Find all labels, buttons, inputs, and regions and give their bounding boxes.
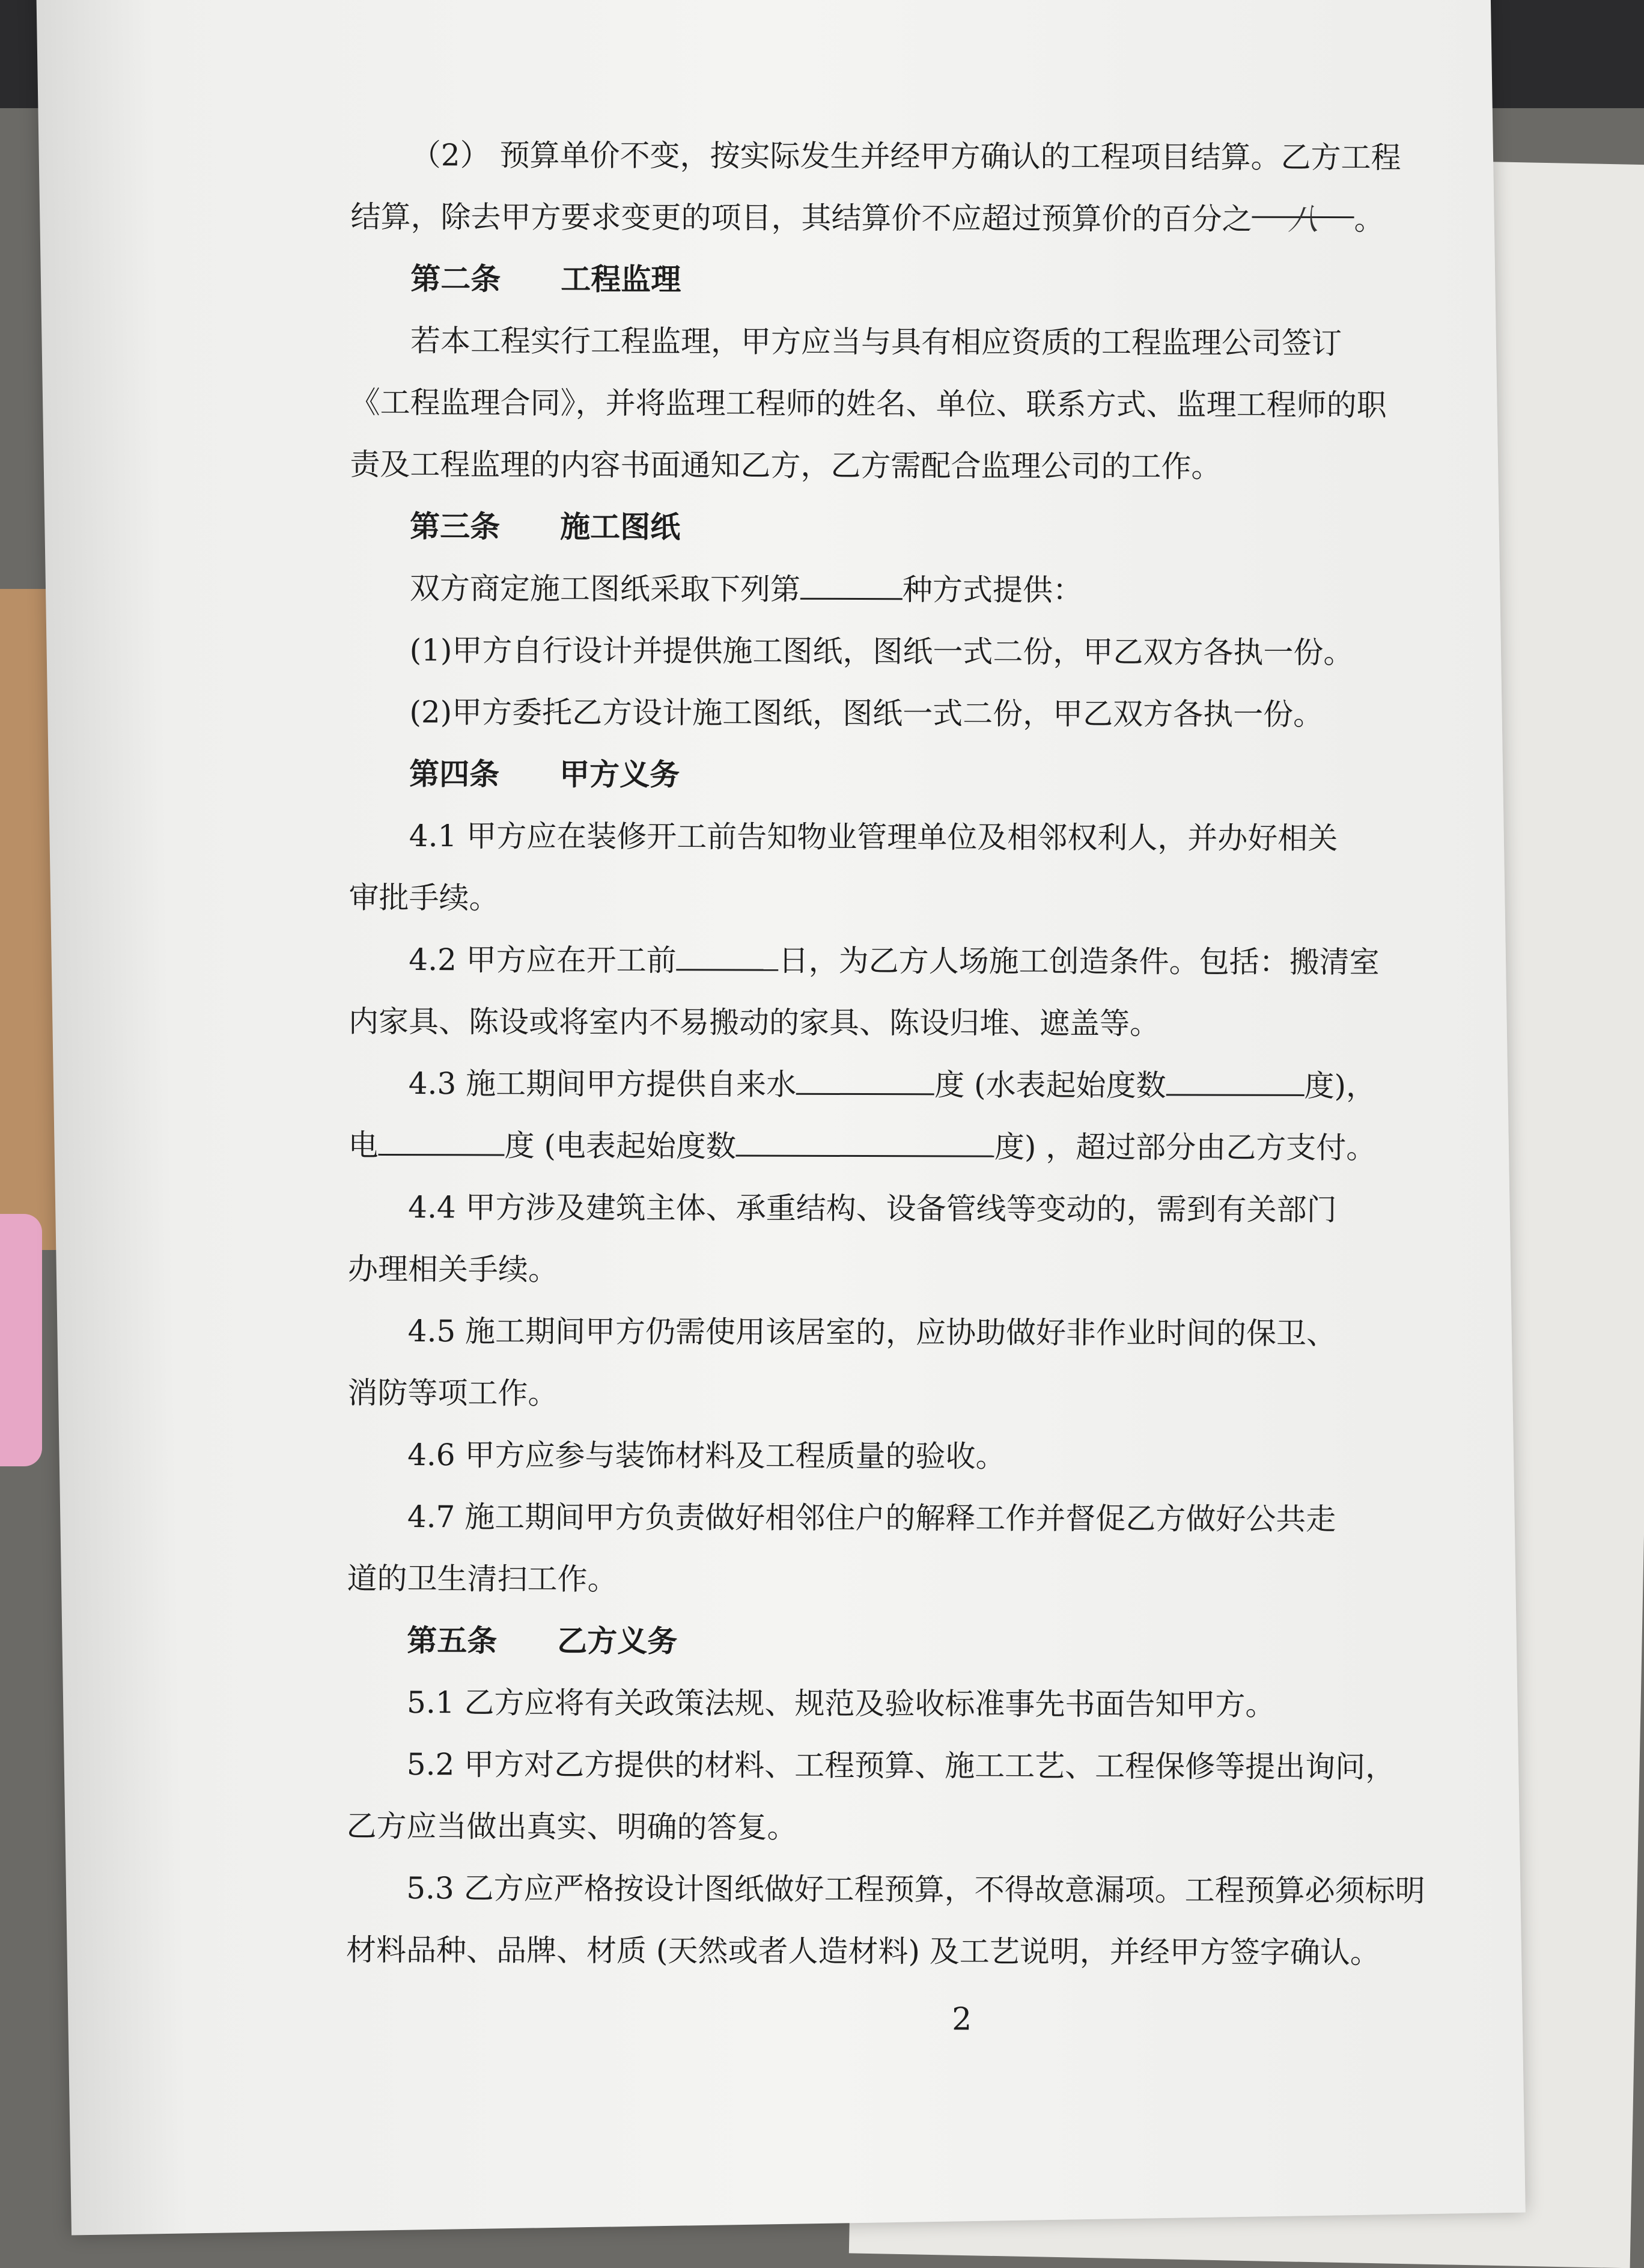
handwriting: 八 (1288, 201, 1318, 237)
clause-4-1-line-1: 4.1 甲方应在装修开工前告知物业管理单位及相邻权利人，并办好相关 (409, 818, 1338, 856)
text: 度)， (1304, 1068, 1377, 1104)
page-number: 2 (952, 2001, 972, 2038)
article-title: 乙方义务 (557, 1623, 678, 1659)
clause-5-2-line-2: 乙方应当做出真实、明确的答复。 (346, 1808, 797, 1845)
text: 结算，除去甲方要求变更的项目，其结算价不应超过预算价的百分之 (350, 199, 1252, 237)
blank-field (677, 941, 779, 971)
blank-field (800, 570, 903, 600)
article-4-heading (349, 743, 1581, 808)
paragraph-supervision-1: 若本工程实行工程监理，甲方应当与具有相应资质的工程监理公司签订 (410, 323, 1342, 361)
text: 度) ，超过部分由乙方支付。 (994, 1129, 1377, 1166)
clause-4-5-line-2: 消防等项工作。 (347, 1375, 558, 1411)
clause-4-5-line-1: 4.5 施工期间甲方仍需使用该居室的，应协助做好非作业时间的保卫、 (407, 1314, 1337, 1352)
clause-4-4-line-1: 4.4 甲方涉及建筑主体、承重结构、设备管线等变动的，需到有关部门 (408, 1190, 1337, 1228)
article-number: 第四条 (409, 757, 500, 792)
text: 4.2 甲方应在开工前 (409, 942, 677, 978)
article-title: 工程监理 (561, 261, 681, 297)
text: 度 (电表起始度数 (504, 1128, 736, 1164)
clause-4-1-line-2: 审批手续。 (349, 880, 499, 916)
paragraph-supervision-2: 《工程监理合同》，并将监理工程师的姓名、单位、联系方式、监理工程师的职 (350, 385, 1387, 423)
clause-4-7-line-1: 4.7 施工期间甲方负责做好相邻住户的解释工作并督促乙方做好公共走 (407, 1499, 1336, 1537)
clause-5-3-line-2: 材料品种、品牌、材质 (天然或者人造材料) 及工艺说明，并经甲方签字确认。 (346, 1932, 1380, 1971)
article-title: 甲方义务 (559, 757, 680, 793)
paragraph-budget-2 (350, 186, 1582, 251)
article-number: 第二条 (410, 261, 501, 297)
clause-4-2-line-2: 内家具、陈设或将室内不易搬动的家具、陈设归堆、遮盖等。 (348, 1004, 1160, 1041)
article-5-heading (347, 1610, 1579, 1675)
text: 度 (水表起始度数 (934, 1067, 1166, 1103)
handwritten-fill (1252, 189, 1354, 237)
article-title: 施工图纸 (560, 509, 681, 545)
text: 种方式提供： (902, 572, 1083, 608)
paragraph-budget-1: （2） 预算单价不变，按实际发生并经甲方确认的工程项目结算。乙方工程 (410, 138, 1401, 175)
clause-5-3-line-1: 5.3 乙方应严格按设计图纸做好工程预算，不得故意漏项。工程预算必须标明 (406, 1871, 1425, 1909)
article-number: 第三条 (410, 509, 501, 544)
page-text (346, 124, 1583, 2052)
clause-5-1: 5.1 乙方应将有关政策法规、规范及验收标准事先书面告知甲方。 (406, 1685, 1276, 1722)
text: 双方商定施工图纸采取下列第 (409, 571, 800, 607)
article-3-heading (350, 496, 1582, 561)
clause-4-3-line-2 (348, 1115, 1580, 1180)
text: 日，为乙方人场施工创造条件。包括：搬清室 (778, 943, 1380, 980)
clause-4-2-line-1 (349, 929, 1580, 994)
pink-object (0, 1214, 42, 1466)
clause-4-7-line-2: 道的卫生清扫工作。 (347, 1561, 618, 1597)
blank-field (378, 1126, 504, 1156)
paragraph-drawings-2: (1)甲方自行设计并提供施工图纸，图纸一式二份，甲乙双方各执一份。 (409, 633, 1354, 671)
paragraph-drawings-3: (2)甲方委托乙方设计施工图纸，图纸一式二份，甲乙双方各执一份。 (409, 695, 1324, 733)
blank-field (1166, 1066, 1305, 1096)
paragraph-supervision-3: 责及工程监理的内容书面通知乙方，乙方需配合监理公司的工作。 (350, 447, 1222, 484)
clause-5-2-line-1: 5.2 甲方对乙方提供的材料、工程预算、施工工艺、工程保修等提出询问， (406, 1747, 1396, 1785)
text: 4.3 施工期间甲方提供自来水 (408, 1066, 797, 1102)
text: 电 (348, 1127, 379, 1163)
paragraph-drawings-1 (350, 558, 1582, 623)
article-2-heading (350, 248, 1582, 313)
clause-4-6: 4.6 甲方应参与装饰材料及工程质量的验收。 (407, 1437, 1006, 1474)
contract-page (36, 0, 1526, 2236)
article-number: 第五条 (407, 1623, 498, 1659)
blank-field (796, 1065, 934, 1096)
clause-4-4-line-2: 办理相关手续。 (347, 1251, 559, 1287)
blank-field (736, 1127, 994, 1157)
clause-4-3-line-1 (349, 1053, 1580, 1118)
period: 。 (1354, 202, 1384, 237)
